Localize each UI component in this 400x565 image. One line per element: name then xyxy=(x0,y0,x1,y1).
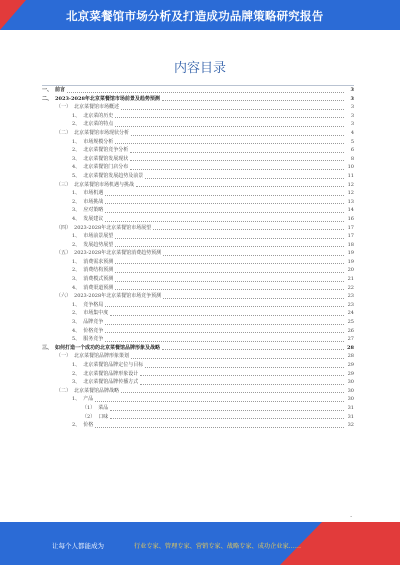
toc-entry-number: （二） xyxy=(56,129,72,136)
toc-entry-page: 4 xyxy=(350,129,354,136)
toc-dot-leader xyxy=(115,263,344,264)
toc-entry-number: （1） xyxy=(82,404,96,411)
toc-entry-page: 16 xyxy=(347,215,354,222)
toc-entry-label: 2023-2028年北京菜餐馆消费趋势预测 xyxy=(74,250,162,257)
toc-entry-page: 27 xyxy=(347,336,354,343)
toc-entry-number: 2、 xyxy=(72,147,81,154)
toc-entry-page: 3 xyxy=(350,104,354,111)
toc-entry-number: （五） xyxy=(56,250,72,257)
toc-entry-label: 市场挑战 xyxy=(83,198,104,205)
toc-entry-number: 5、 xyxy=(72,172,81,179)
report-header xyxy=(0,0,400,30)
toc-entry-label: 竞争格局 xyxy=(83,301,104,308)
toc-dot-leader xyxy=(115,143,344,144)
toc-dot-leader xyxy=(105,195,344,196)
footer-tagline: 行业专家、管理专家、营销专家、战略专家、成功企业家…… xyxy=(134,543,302,550)
toc-entry[interactable] xyxy=(42,103,354,112)
toc-entry[interactable] xyxy=(42,318,354,327)
toc-entry-label: 北京菜餐馆品牌形象设计 xyxy=(83,370,139,377)
footer-slogan: 让每个人都能成为 xyxy=(52,542,104,550)
toc-entry-page: 17 xyxy=(347,233,354,240)
toc-entry-page: 20 xyxy=(347,267,354,274)
toc-entry-number: 4、 xyxy=(72,215,81,222)
toc-entry[interactable] xyxy=(42,155,354,164)
toc-entry[interactable] xyxy=(42,138,354,147)
toc-entry-label: 价格 xyxy=(83,422,94,429)
toc-entry-label: 北京菜餐馆品牌传播方式 xyxy=(83,379,139,386)
toc-entry-number: 3、 xyxy=(72,379,81,386)
toc-entry[interactable] xyxy=(42,249,354,258)
toc-entry-page: 3 xyxy=(350,95,354,102)
toc-entry-page: 30 xyxy=(347,387,354,394)
toc-dot-leader xyxy=(67,92,344,93)
toc-entry-label: 北京菜的历史 xyxy=(83,112,114,119)
toc-entry-number: 2、 xyxy=(72,422,81,429)
toc-entry-number: （四） xyxy=(56,224,72,231)
toc-entry-number: 1、 xyxy=(72,362,81,368)
toc-entry[interactable] xyxy=(42,344,354,353)
toc-entry[interactable] xyxy=(42,241,354,250)
toc-dot-leader xyxy=(110,315,344,316)
toc-entry-page: 24 xyxy=(347,310,354,317)
toc-entry-label: 2023-2028年北京菜餐馆市场前景及趋势预测 xyxy=(55,95,160,102)
toc-entry-label: 发展建议 xyxy=(83,215,104,222)
toc-entry-number: 3、 xyxy=(72,155,81,162)
toc-dot-leader xyxy=(130,160,344,161)
toc-entry[interactable] xyxy=(42,361,354,370)
toc-entry-label: 应对策略 xyxy=(83,207,104,214)
toc-entry-page: 22 xyxy=(347,284,354,291)
toc-dot-leader xyxy=(136,186,344,187)
toc-entry-number: 4、 xyxy=(72,327,81,334)
toc-entry-label: 市场集中度 xyxy=(83,310,109,317)
toc-entry-label: 北京菜餐馆市场概述 xyxy=(74,104,120,111)
toc-entry-number: 3、 xyxy=(72,276,81,283)
toc-dot-leader xyxy=(163,255,344,256)
toc-entry-number: 1、 xyxy=(72,233,81,240)
toc-heading: 内容目录 xyxy=(173,61,226,76)
toc-dot-leader xyxy=(131,135,344,136)
toc-dot-leader xyxy=(153,229,344,230)
toc-dot-leader xyxy=(162,100,344,101)
toc-dot-leader xyxy=(105,332,344,333)
toc-dot-leader xyxy=(105,341,344,342)
toc-entry-number: （二） xyxy=(56,387,72,394)
toc-entry-number: （一） xyxy=(56,353,72,360)
toc-entry-label: 发展趋势展望 xyxy=(83,241,114,248)
toc-entry-page: 26 xyxy=(347,327,354,334)
toc-entry-page: 3 xyxy=(350,87,354,93)
toc-entry-label: 北京菜餐馆品牌战略 xyxy=(74,387,120,394)
toc-entry-page: 13 xyxy=(347,198,354,205)
toc-entry-number: 3、 xyxy=(72,207,81,214)
toc-entry-page: 32 xyxy=(347,422,354,429)
toc-entry[interactable] xyxy=(42,189,354,198)
header-red-triangle xyxy=(0,0,26,30)
toc-dot-leader xyxy=(121,392,344,393)
toc-dot-leader xyxy=(115,246,344,247)
toc-entry-label: 市场机遇 xyxy=(83,190,104,197)
toc-entry-page: 30 xyxy=(347,379,354,386)
toc-dot-leader xyxy=(121,109,344,110)
toc-entry[interactable] xyxy=(42,327,354,336)
toc-dot-leader xyxy=(130,152,344,153)
toc-entry[interactable] xyxy=(42,112,354,121)
toc-entry-number: 1、 xyxy=(72,190,81,197)
toc-entry[interactable] xyxy=(42,387,354,396)
toc-entry-label: 如何打造一个成功的北京菜餐馆品牌形象及战略 xyxy=(55,344,161,351)
toc-entry[interactable] xyxy=(42,352,354,361)
toc-entry-number: 3、 xyxy=(72,319,81,326)
toc-entry-number: 1、 xyxy=(72,138,81,145)
toc-entry-label: 价格竞争 xyxy=(83,327,104,334)
toc-entry[interactable] xyxy=(42,215,354,224)
toc-entry[interactable] xyxy=(42,181,354,190)
toc-entry-number: 2、 xyxy=(72,121,81,128)
toc-entry-page: 6 xyxy=(350,147,354,154)
toc-dot-leader xyxy=(163,298,344,299)
toc-entry[interactable] xyxy=(42,198,354,207)
toc-entry-number: 1、 xyxy=(72,396,81,403)
toc-entry-page: 5 xyxy=(350,138,354,145)
toc-entry-page: 12 xyxy=(347,190,354,197)
toc-entry-number: 二、 xyxy=(42,95,53,102)
toc-entry[interactable] xyxy=(42,301,354,310)
toc-entry-page: 10 xyxy=(347,164,354,171)
toc-entry-label: 北京菜餐馆市场现状分析 xyxy=(74,129,130,136)
toc-entry-label: 市场规模分析 xyxy=(83,138,114,145)
toc-entry-page: 28 xyxy=(347,353,354,360)
toc-dot-leader xyxy=(115,281,344,282)
toc-entry-page: 3 xyxy=(350,112,354,119)
toc-entry[interactable] xyxy=(42,413,354,422)
toc-entry-number: 1、 xyxy=(72,258,81,265)
toc-entry-page: 19 xyxy=(347,258,354,265)
toc-entry[interactable] xyxy=(42,129,354,138)
toc-dot-leader xyxy=(110,418,344,419)
toc-entry-number: 一、 xyxy=(42,87,53,93)
toc-entry-page: 23 xyxy=(347,293,354,300)
toc-entry[interactable] xyxy=(42,258,354,267)
toc-entry-label: 服务竞争 xyxy=(83,336,104,343)
toc-entry-page: 23 xyxy=(347,301,354,308)
toc-dot-leader xyxy=(145,367,344,368)
toc-entry-page: 18 xyxy=(347,241,354,248)
toc-entry[interactable] xyxy=(42,146,354,155)
toc-entry-page: 31 xyxy=(347,404,354,411)
toc-entry-label: 前言 xyxy=(55,87,66,93)
toc-entry-number: （2） xyxy=(82,413,96,420)
toc-dot-leader xyxy=(105,212,344,213)
toc-entry-number: （三） xyxy=(56,181,72,188)
toc-entry-label: 品牌竞争 xyxy=(83,319,104,326)
toc-entry-page: 21 xyxy=(347,276,354,283)
toc-dot-leader xyxy=(105,324,344,325)
toc-entry-number: 2、 xyxy=(72,267,81,274)
toc-entry-number: 2、 xyxy=(72,241,81,248)
toc-entry-number: 2、 xyxy=(72,370,81,377)
toc-dot-leader xyxy=(105,221,344,222)
toc-dot-leader xyxy=(130,169,344,170)
toc-dot-leader xyxy=(110,410,344,411)
toc-dot-leader xyxy=(115,117,344,118)
toc-entry-label: 菜品 xyxy=(98,404,109,411)
toc-entry-label: 产品 xyxy=(83,396,94,403)
toc-entry-page: 11 xyxy=(347,172,354,179)
toc-entry-label: 北京菜餐馆市场机遇与挑战 xyxy=(74,181,135,188)
toc-entry-label: 北京菜餐馆发展趋势及前景 xyxy=(83,172,144,179)
toc-entry[interactable] xyxy=(42,86,354,95)
toc-dot-leader xyxy=(140,375,344,376)
toc-entry-page: 28 xyxy=(347,344,354,351)
toc-entry-number: 2、 xyxy=(72,310,81,317)
toc-entry-number: 4、 xyxy=(72,164,81,171)
toc-entry-number: 2、 xyxy=(72,198,81,205)
toc-entry-page: 31 xyxy=(347,413,354,420)
toc-entry[interactable] xyxy=(42,395,354,404)
toc-entry-label: 市场前景展望 xyxy=(83,233,114,240)
toc-entry-page: 25 xyxy=(347,319,354,326)
toc-entry-page: 17 xyxy=(347,224,354,231)
toc-entry[interactable] xyxy=(42,284,354,293)
toc-entry-label: 消费需求预测 xyxy=(83,258,114,265)
toc-entry-page: 8 xyxy=(350,155,354,162)
toc-entry-label: 口味 xyxy=(98,413,109,420)
toc-entry-number: 4、 xyxy=(72,284,81,291)
toc-dot-leader xyxy=(95,401,344,402)
toc-entry[interactable] xyxy=(42,370,354,379)
table-of-contents xyxy=(42,86,354,430)
toc-entry-page: 30 xyxy=(347,396,354,403)
toc-entry[interactable] xyxy=(42,232,354,241)
toc-entry[interactable] xyxy=(42,421,354,430)
toc-entry[interactable] xyxy=(42,266,354,275)
toc-entry-number: 1、 xyxy=(72,301,81,308)
toc-entry-label: 北京菜餐馆门店分布 xyxy=(83,164,129,171)
toc-entry[interactable] xyxy=(42,163,354,172)
toc-dot-leader xyxy=(162,349,344,350)
toc-entry-page: 12 xyxy=(347,181,354,188)
toc-entry-label: 消费模式预测 xyxy=(83,276,114,283)
toc-entry[interactable] xyxy=(42,335,354,344)
toc-dot-leader xyxy=(145,178,344,179)
report-footer xyxy=(0,522,400,565)
toc-entry-number: （一） xyxy=(56,104,72,111)
toc-dot-leader xyxy=(140,384,344,385)
toc-entry[interactable] xyxy=(42,378,354,387)
toc-entry[interactable] xyxy=(42,172,354,181)
toc-dot-leader xyxy=(115,272,344,273)
toc-entry-number: 5、 xyxy=(72,336,81,343)
toc-dot-leader xyxy=(105,306,344,307)
toc-entry-label: 2023-2028年北京菜餐馆市场展望 xyxy=(74,224,152,231)
toc-entry[interactable] xyxy=(42,95,354,104)
toc-entry[interactable] xyxy=(42,404,354,413)
toc-dot-leader xyxy=(115,126,344,127)
toc-entry-page: 29 xyxy=(347,362,354,368)
toc-dot-leader xyxy=(105,203,344,204)
toc-entry-page: 29 xyxy=(347,370,354,377)
report-title: 北京菜餐馆市场分析及打造成功品牌策略研究报告 xyxy=(66,9,324,23)
toc-dot-leader xyxy=(131,358,344,359)
toc-entry-number: 1、 xyxy=(72,112,81,119)
toc-entry-label: 北京菜餐馆品牌形象策划 xyxy=(74,353,130,360)
toc-entry[interactable] xyxy=(42,275,354,284)
toc-entry-page: 3 xyxy=(350,121,354,128)
toc-entry[interactable] xyxy=(42,309,354,318)
toc-entry[interactable] xyxy=(42,292,354,301)
toc-entry-label: 北京菜餐馆发展现状 xyxy=(83,155,129,162)
toc-entry[interactable] xyxy=(42,206,354,215)
toc-entry-label: 消费结构预测 xyxy=(83,267,114,274)
page-number: - xyxy=(350,514,352,520)
toc-dot-leader xyxy=(115,238,344,239)
toc-entry-page: 14 xyxy=(347,207,354,214)
toc-entry-label: 北京菜的特点 xyxy=(83,121,114,128)
toc-dot-leader xyxy=(95,427,344,428)
toc-entry[interactable] xyxy=(42,120,354,129)
toc-dot-leader xyxy=(115,289,344,290)
toc-entry-label: 2023-2028年北京菜餐馆市场竞争预测 xyxy=(74,293,162,300)
toc-entry-number: 三、 xyxy=(42,344,53,351)
toc-entry-number: （六） xyxy=(56,293,72,300)
toc-entry[interactable] xyxy=(42,224,354,233)
toc-entry-label: 北京菜餐馆竞争分析 xyxy=(83,147,129,154)
toc-entry-label: 消费渠道预测 xyxy=(83,284,114,291)
toc-entry-label: 北京菜餐馆品牌定位与目标 xyxy=(83,362,144,368)
toc-entry-page: 19 xyxy=(347,250,354,257)
